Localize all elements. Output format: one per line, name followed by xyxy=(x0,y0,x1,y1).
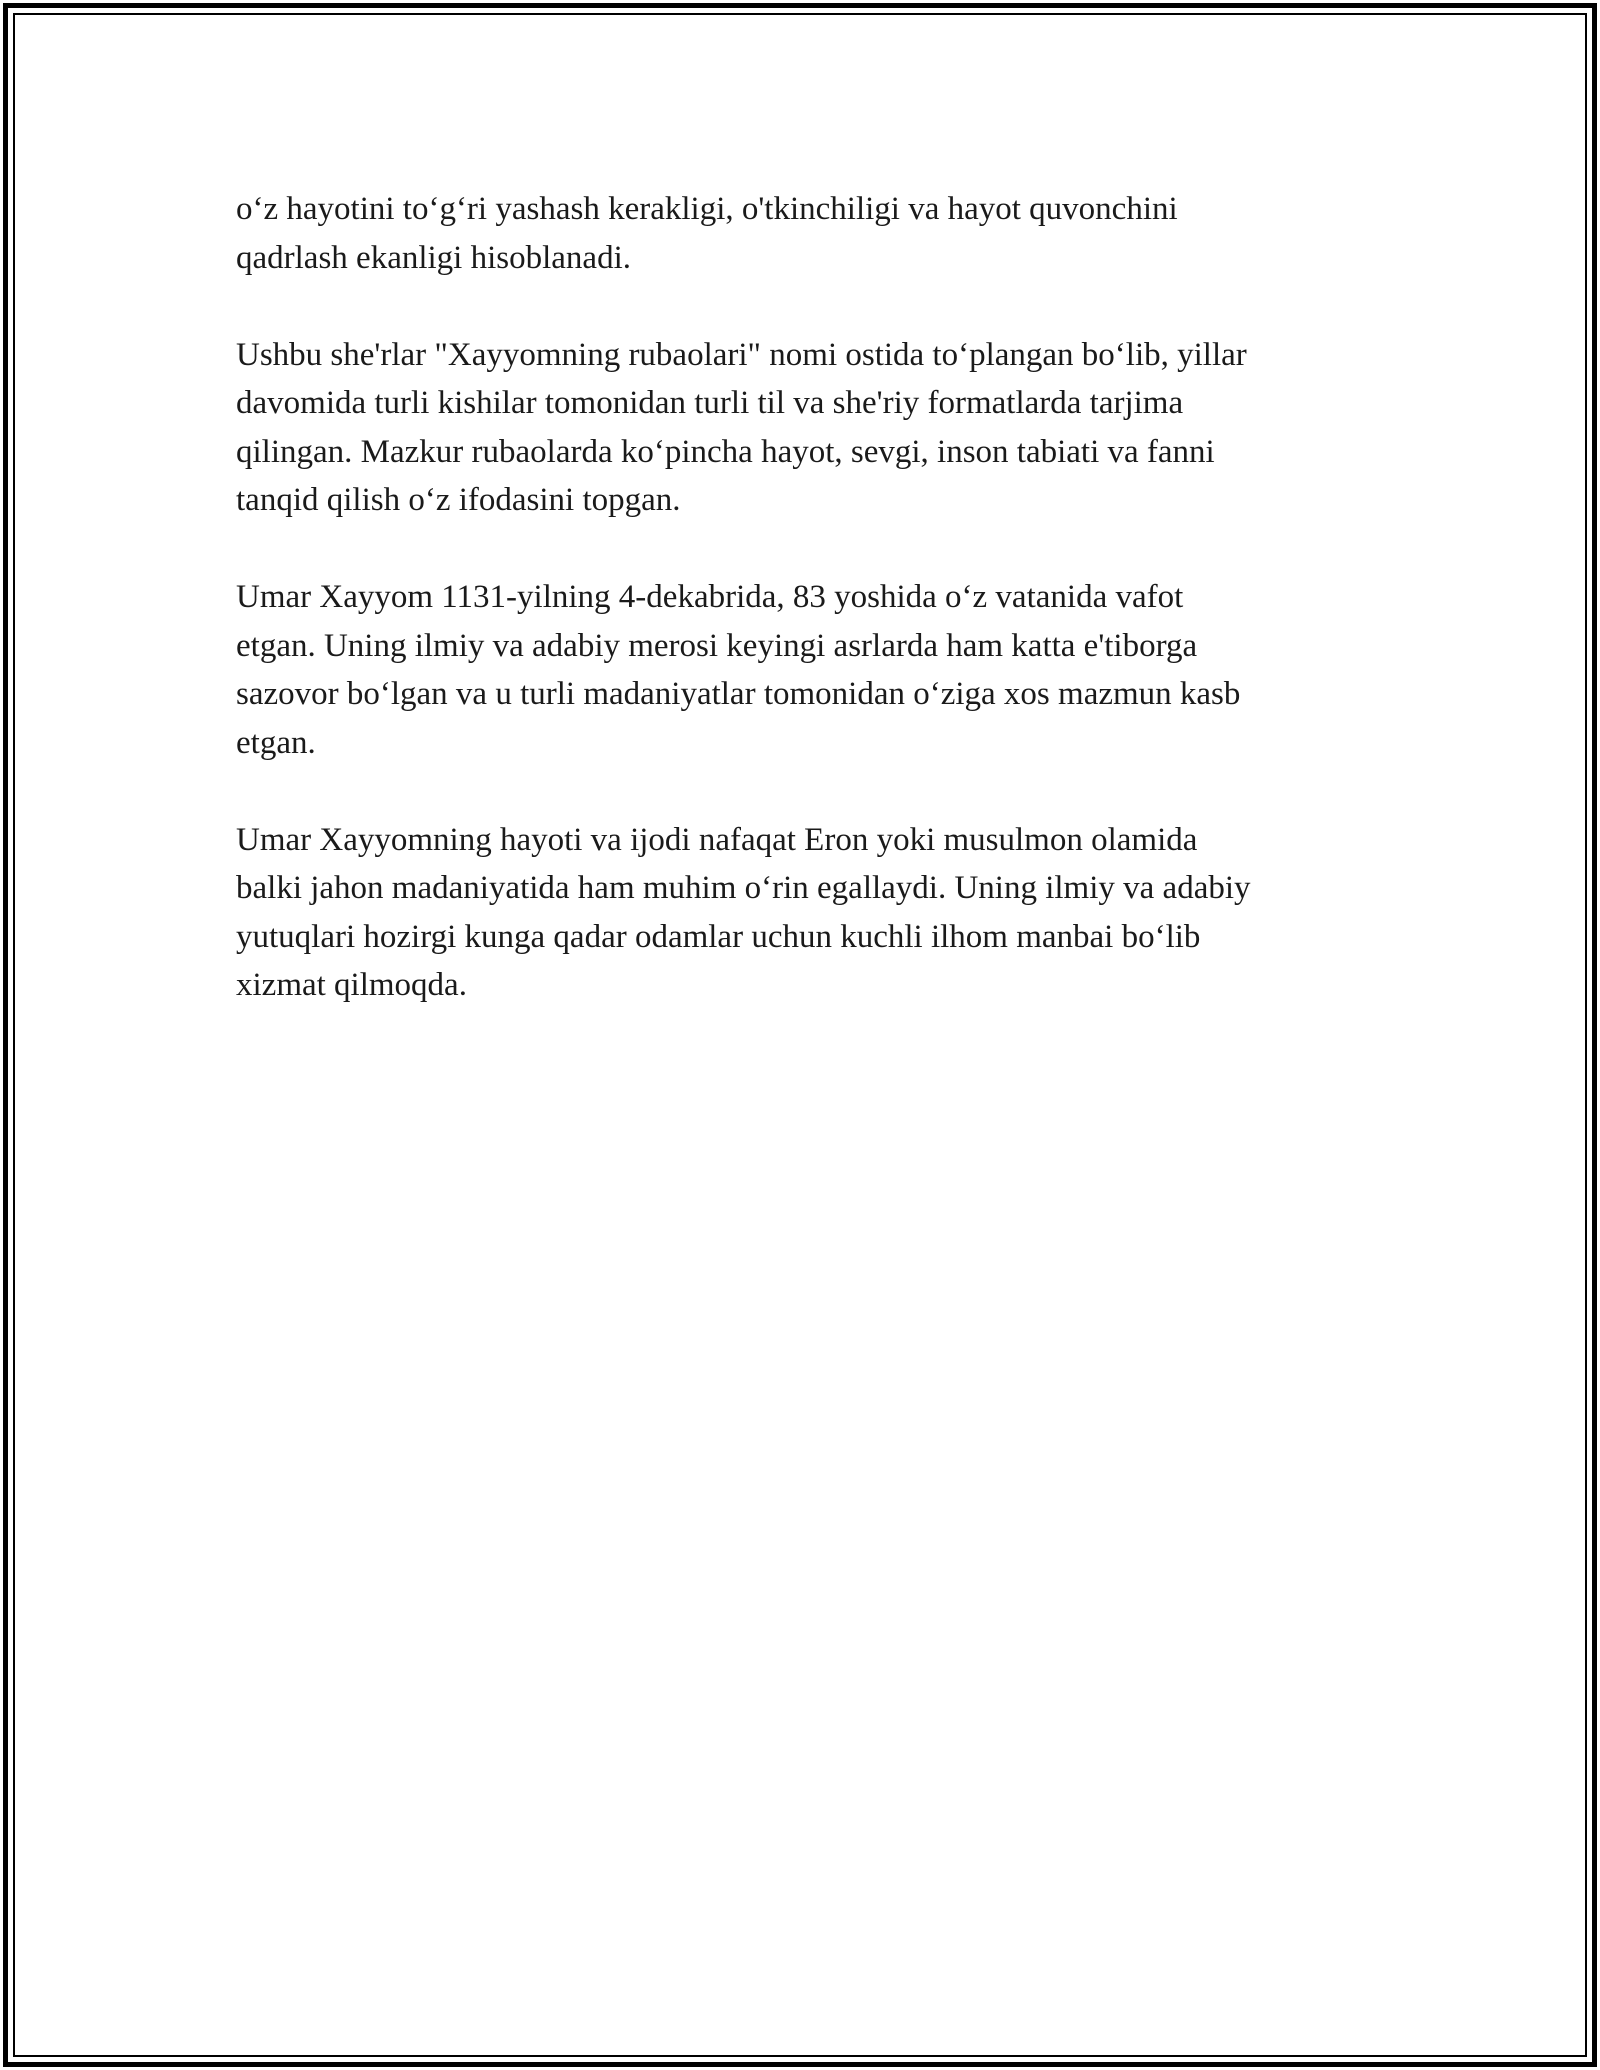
paragraph-1: o‘z hayotini to‘g‘ri yashash kerakligi, o'tkinchiligi va hayot quvonchini qadrlash ekanligi hisoblanadi. xyxy=(236,191,1178,276)
document-body xyxy=(236,185,1386,1058)
paragraph-4: Umar Xayyomning hayoti va ijodi nafaqat Eron yoki musulmon olamida balki jahon madaniyatida ham muhim o‘rin egallaydi. Uning ilmiy va adabiy yutuqlari hozirgi kunga qadar odamlar uchun kuchli ilhom manbai bo‘lib xizmat qilmoqda. xyxy=(236,821,1251,1003)
paragraph-2: Ushbu she'rlar "Xayyomning rubaolari" nomi ostida to‘plangan bo‘lib, yillar davomida turli kishilar tomonidan turli til va she'riy formatlarda tarjima qilingan. Mazkur rubaolarda ko‘pincha hayot, sevgi, inson tabiati va fanni tanqid qilish o‘z ifodasini topgan. xyxy=(236,336,1247,518)
paragraph-3: Umar Xayyom 1131-yilning 4-dekabrida, 83 yoshida o‘z vatanida vafot etgan. Uning ilmiy va adabiy merosi keyingi asrlarda ham katta e'tiborga sazovor bo‘lgan va u turli madaniyatlar tomonidan o‘ziga xos mazmun kasb etgan. xyxy=(236,579,1241,761)
